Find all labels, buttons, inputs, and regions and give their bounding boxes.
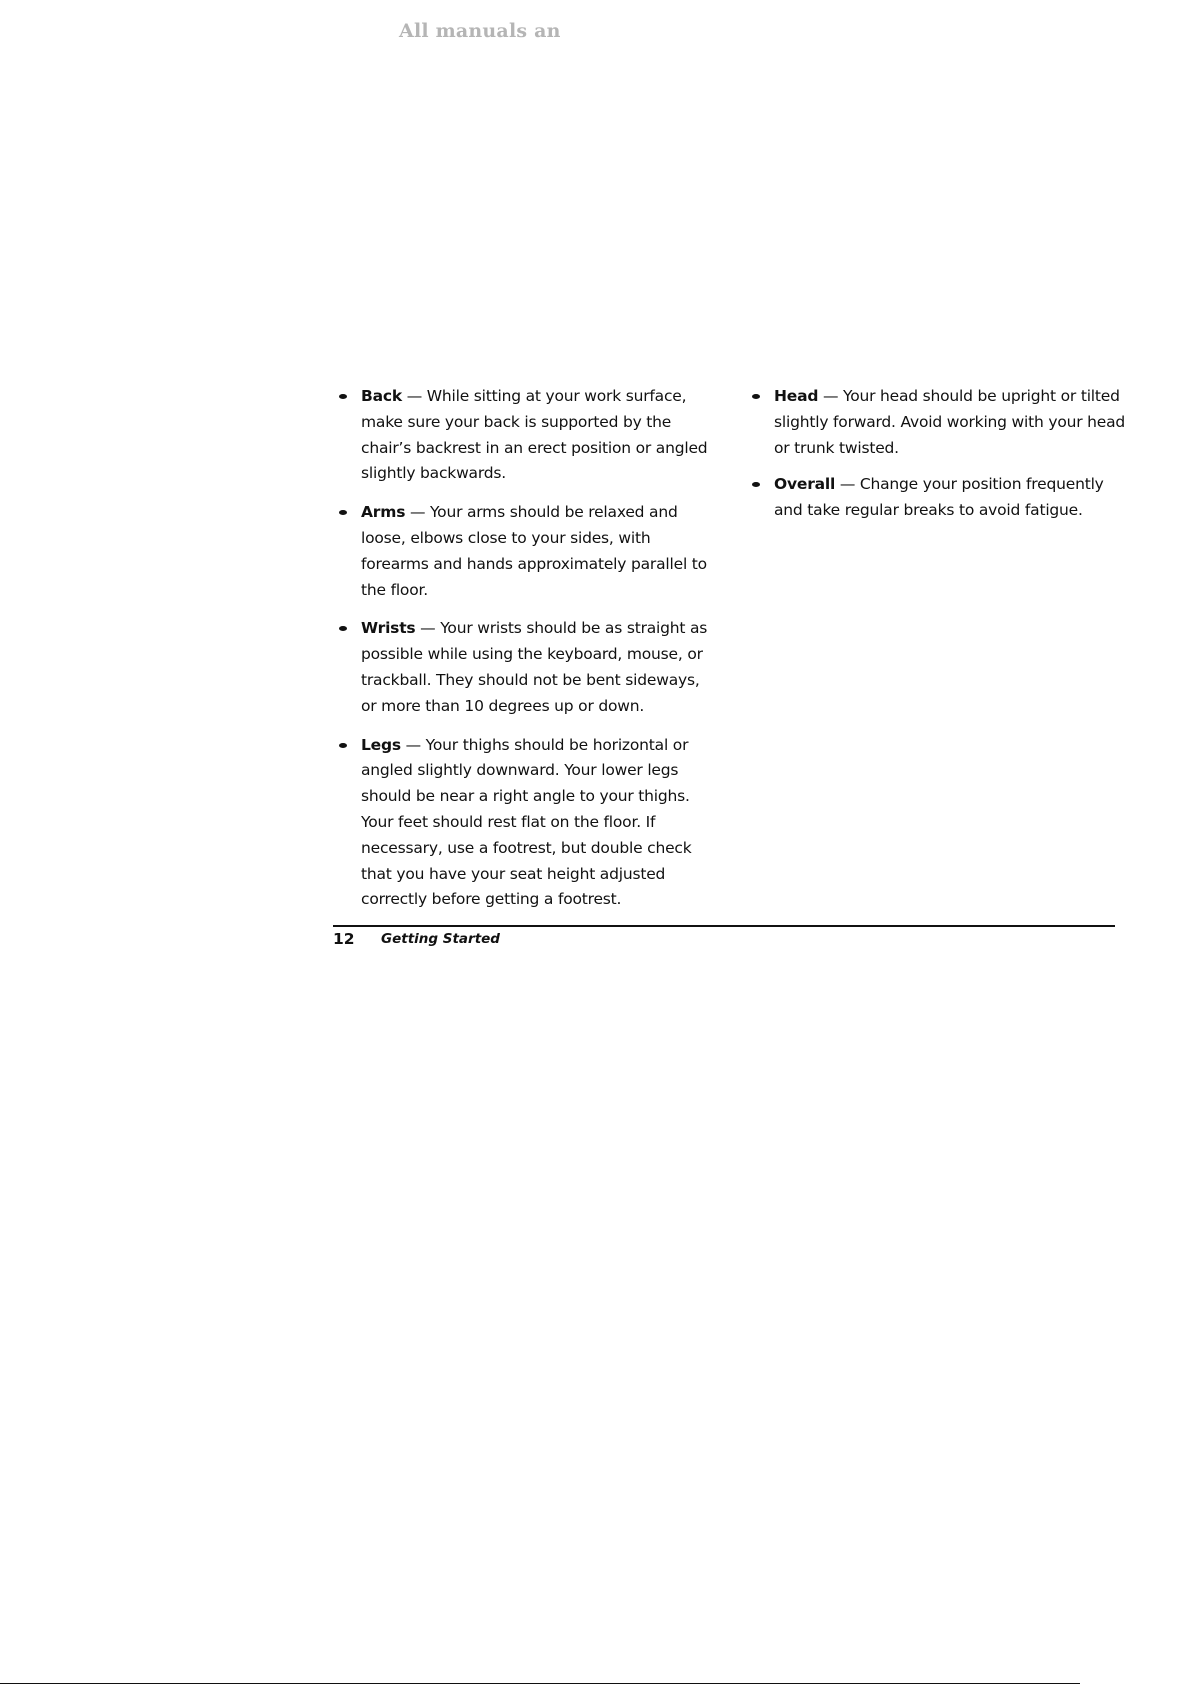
bullet-item-back <box>334 384 714 487</box>
bullet-term: Back <box>361 387 402 405</box>
bullet-icon <box>752 394 760 399</box>
left-column <box>334 384 714 926</box>
bullet-text: — While sitting at your work surface, make sure your back is supported by the chair’s backrest in an erect position or angled slightly backwards. <box>361 387 708 483</box>
right-column <box>747 384 1127 535</box>
bullet-text: — Change your position frequently and take regular breaks to avoid fatigue. <box>774 475 1104 520</box>
bullet-item-legs <box>334 733 714 914</box>
bullet-text: — Your arms should be relaxed and loose, elbows close to your sides, with forearms and hands approximately parallel to the floor. <box>361 503 707 599</box>
bottom-page-edge <box>0 1683 1080 1684</box>
bullet-icon <box>339 626 347 631</box>
bullet-item-arms <box>334 500 714 603</box>
bullet-term: Arms <box>361 503 406 522</box>
bullet-term: Legs <box>361 735 401 754</box>
watermark-text: All manuals an <box>399 20 561 42</box>
bullet-item-head <box>747 384 1127 461</box>
bullet-text: — Your thighs should be horizontal or angled slightly downward. Your lower legs should be near a right angle to your thighs. Your feet should rest flat on the floor. If necessary, use a footrest, but double check that you have your seat height adjusted correctly before getting a footrest. <box>361 735 692 909</box>
bullet-icon <box>339 743 347 748</box>
bullet-item-wrists <box>334 616 714 719</box>
bullet-text: — Your wrists should be as straight as possible while using the keyboard, mouse, or trackball. They should not be bent sideways, or more than 10 degrees up or down. <box>361 619 708 715</box>
running-footer-section: Getting Started <box>381 931 500 947</box>
bullet-term: Head <box>774 387 819 405</box>
bullet-icon <box>339 394 347 399</box>
bullet-item-overall <box>747 472 1127 524</box>
bullet-term: Wrists <box>361 619 416 638</box>
page-number: 12 <box>333 930 355 948</box>
bullet-term: Overall <box>774 475 836 494</box>
bullet-icon <box>339 510 347 515</box>
footer-divider <box>333 925 1115 927</box>
bullet-icon <box>752 482 760 487</box>
bullet-text: — Your head should be upright or tilted slightly forward. Avoid working with your head or trunk twisted. <box>774 387 1126 457</box>
